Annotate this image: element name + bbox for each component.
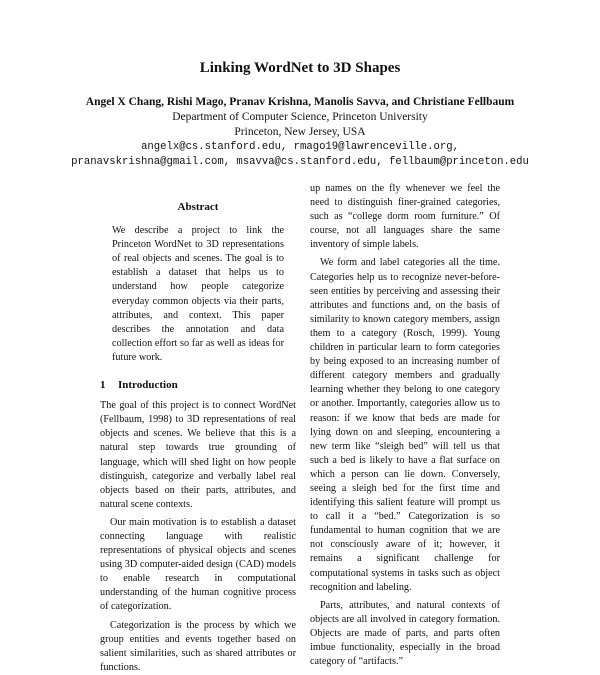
right-paragraph-2: We form and label categories all the time. Categories help us to recognize never-before-seen entities by perceiving and assessing their attributes and functions and, on the basis of similarity to known category members, assign them to a category (Rosch, 1999). Young children in particular learn to form categories by being exposed to an increasing number of different category members and gradually learning whether they belong to one category or another. Importantly, categories allow us to reason: if we know that beds are made for lying down on and sleeping, encountering a new term like “sleigh bed” will tell us that such a bed is likely to have a flat surface on which a person can lie down. Conversely, seeing a sleigh bed for the first time and identifying this salient feature will prompt us to call it a “bed.” Categorization is so fundamental to human cognition that we are not consciously aware of it; however, it remains a significant challenge for computational systems in tasks such as object recognition and labeling. — [310, 257, 500, 593]
right-paragraph-1: up names on the fly whenever we feel the need to distinguish finer-grained categories, such as “college dorm room furniture.” Of course, not all languages share the same inventory of simple labels. — [310, 183, 500, 251]
paper-title: Linking WordNet to 3D Shapes — [199, 60, 401, 76]
left-column — [100, 200, 296, 675]
abstract-heading: Abstract — [177, 201, 219, 213]
abstract-text: We describe a project to link the Princeton WordNet to 3D representations of real objects and scenes. The goal is to establish a dataset that helps us to understand how people categorize everyday common objects via their parts, attributes, and context. This paper describes the annotation and data collection effort so far as well as ideas for future work. — [112, 225, 284, 363]
section-title: Introduction — [118, 379, 178, 392]
section-number: 1 — [100, 379, 106, 392]
author-block — [0, 95, 600, 170]
author-list: Angel X Chang, Rishi Mago, Pranav Krishna, Manolis Savva, and Christiane Fellbaum — [85, 96, 515, 108]
affiliation: Department of Computer Science, Princeton University — [172, 111, 428, 123]
emails-line-2: pranavskrishna@gmail.com, msavva@cs.stanford.edu, fellbaum@princeton.edu — [71, 156, 529, 168]
right-column — [310, 182, 500, 669]
location: Princeton, New Jersey, USA — [234, 126, 366, 138]
section-heading-introduction — [100, 378, 296, 392]
right-paragraph-3: Parts, attributes, and natural contexts of objects are all involved in category formation. Objects are made of parts, and parts often imbue functionality, especially in the broad category of “artifacts.” — [310, 599, 500, 668]
intro-paragraph-3: Categorization is the process by which we group entities and events together based on salient similarities, such as shared attributes or functions. — [100, 619, 296, 673]
emails-line-1: angelx@cs.stanford.edu, rmago19@lawrenceville.org, — [141, 141, 459, 153]
intro-paragraph-1: The goal of this project is to connect WordNet (Fellbaum, 1998) to 3D representations of real objects and scenes. We believe that this is a natural step towards true grounding of language, which will shed light on how people distinguish, categorize and verbally label real objects based on their parts, attributes, and natural scene contexts. — [100, 400, 296, 510]
intro-paragraph-2: Our main motivation is to establish a dataset connecting language with realistic representations of physical objects and scenes using 3D computer-aided design (CAD) models to enable research in computational understanding of the human cognitive process of categorization. — [100, 516, 296, 613]
